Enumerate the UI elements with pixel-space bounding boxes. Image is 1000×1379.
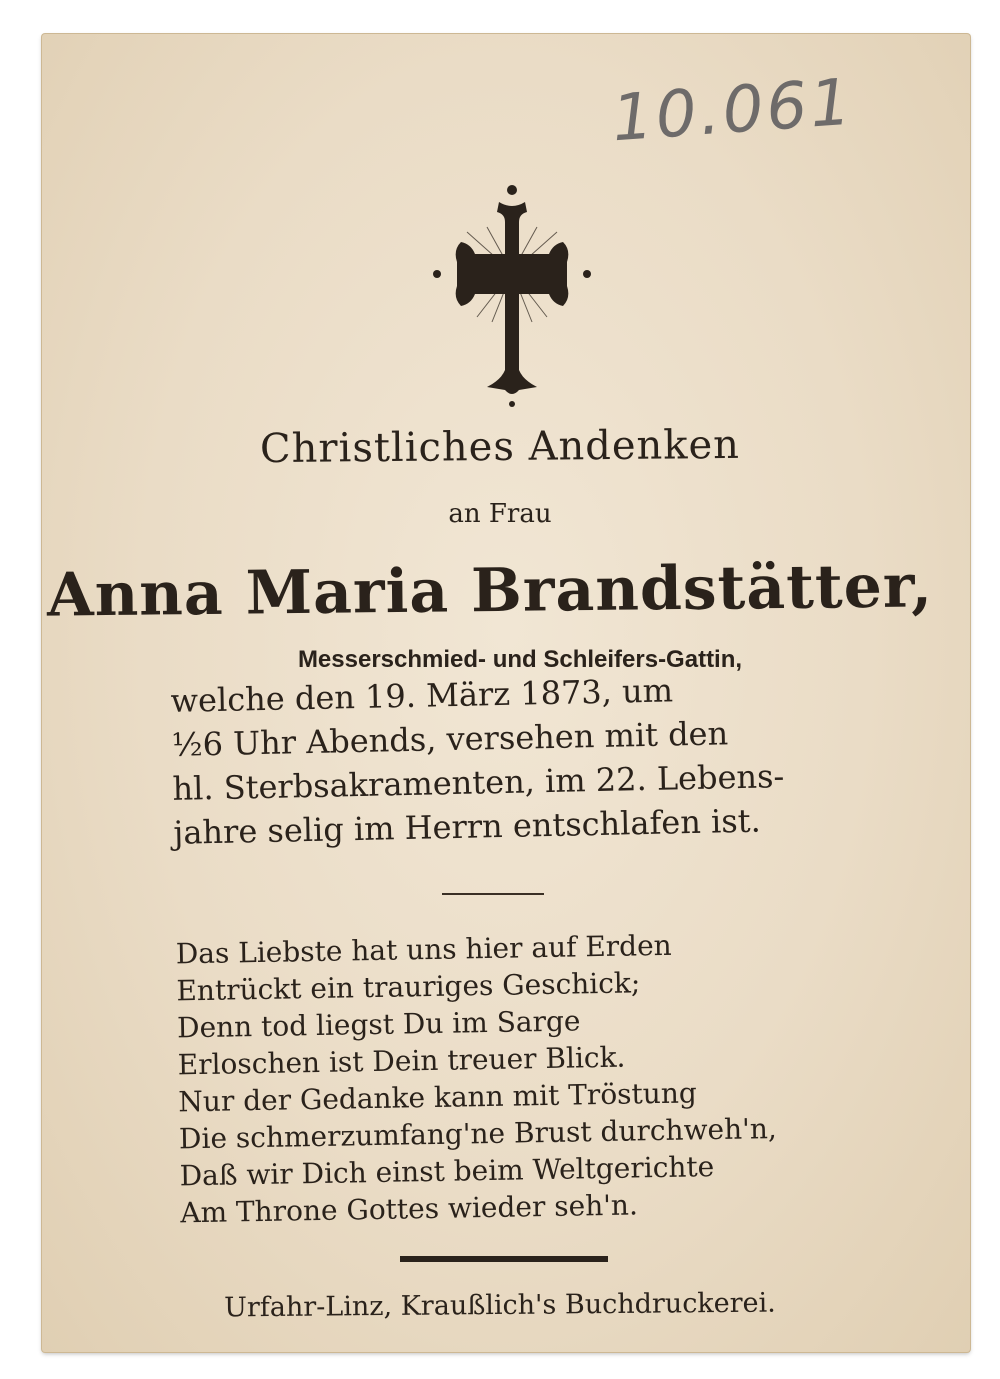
memorial-card [42, 34, 970, 1352]
poem-line: Erloschen ist Dein treuer Blick. [177, 1040, 626, 1082]
poem [175, 925, 800, 1232]
poem-line: Das Liebste hat uns hier auf Erden [175, 928, 672, 971]
poem-line: Nur der Gedanke kann mit Tröstung [178, 1076, 698, 1119]
death-notice-line: ½6 Uhr Abends, versehen mit den [171, 714, 729, 764]
divider-short [442, 893, 544, 895]
divider-thick [400, 1256, 608, 1262]
card-subheading: an Frau [448, 499, 552, 529]
death-notice [170, 665, 834, 855]
card-heading: Christliches Andenken [259, 421, 741, 473]
death-notice-line: welche den 19. März 1873, um [170, 671, 674, 720]
printer-imprint: Urfahr-Linz, Kraußlich's Buchdruckerei. [224, 1287, 776, 1324]
poem-line: Die schmerzumfang'ne Brust durchweh'n, [178, 1111, 778, 1156]
deceased-name: Anna Maria Brandstätter, [46, 551, 934, 631]
poem-line: Am Throne Gottes wieder seh'n. [180, 1188, 639, 1230]
death-notice-line: hl. Sterbsakramenten, im 22. Lebens- [172, 757, 785, 808]
deceased-occupation: Messerschmied- und Schleifers-Gattin, [297, 646, 743, 673]
death-notice-line: jahre selig im Herrn entschlafen ist. [173, 801, 762, 852]
poem-line: Denn tod liegst Du im Sarge [176, 1004, 581, 1045]
poem-line: Daß wir Dich einst beim Weltgerichte [179, 1150, 715, 1193]
cross-icon [427, 182, 597, 412]
archive-number: 10.061 [609, 65, 857, 157]
poem-line: Entrückt ein trauriges Geschick; [176, 966, 641, 1008]
